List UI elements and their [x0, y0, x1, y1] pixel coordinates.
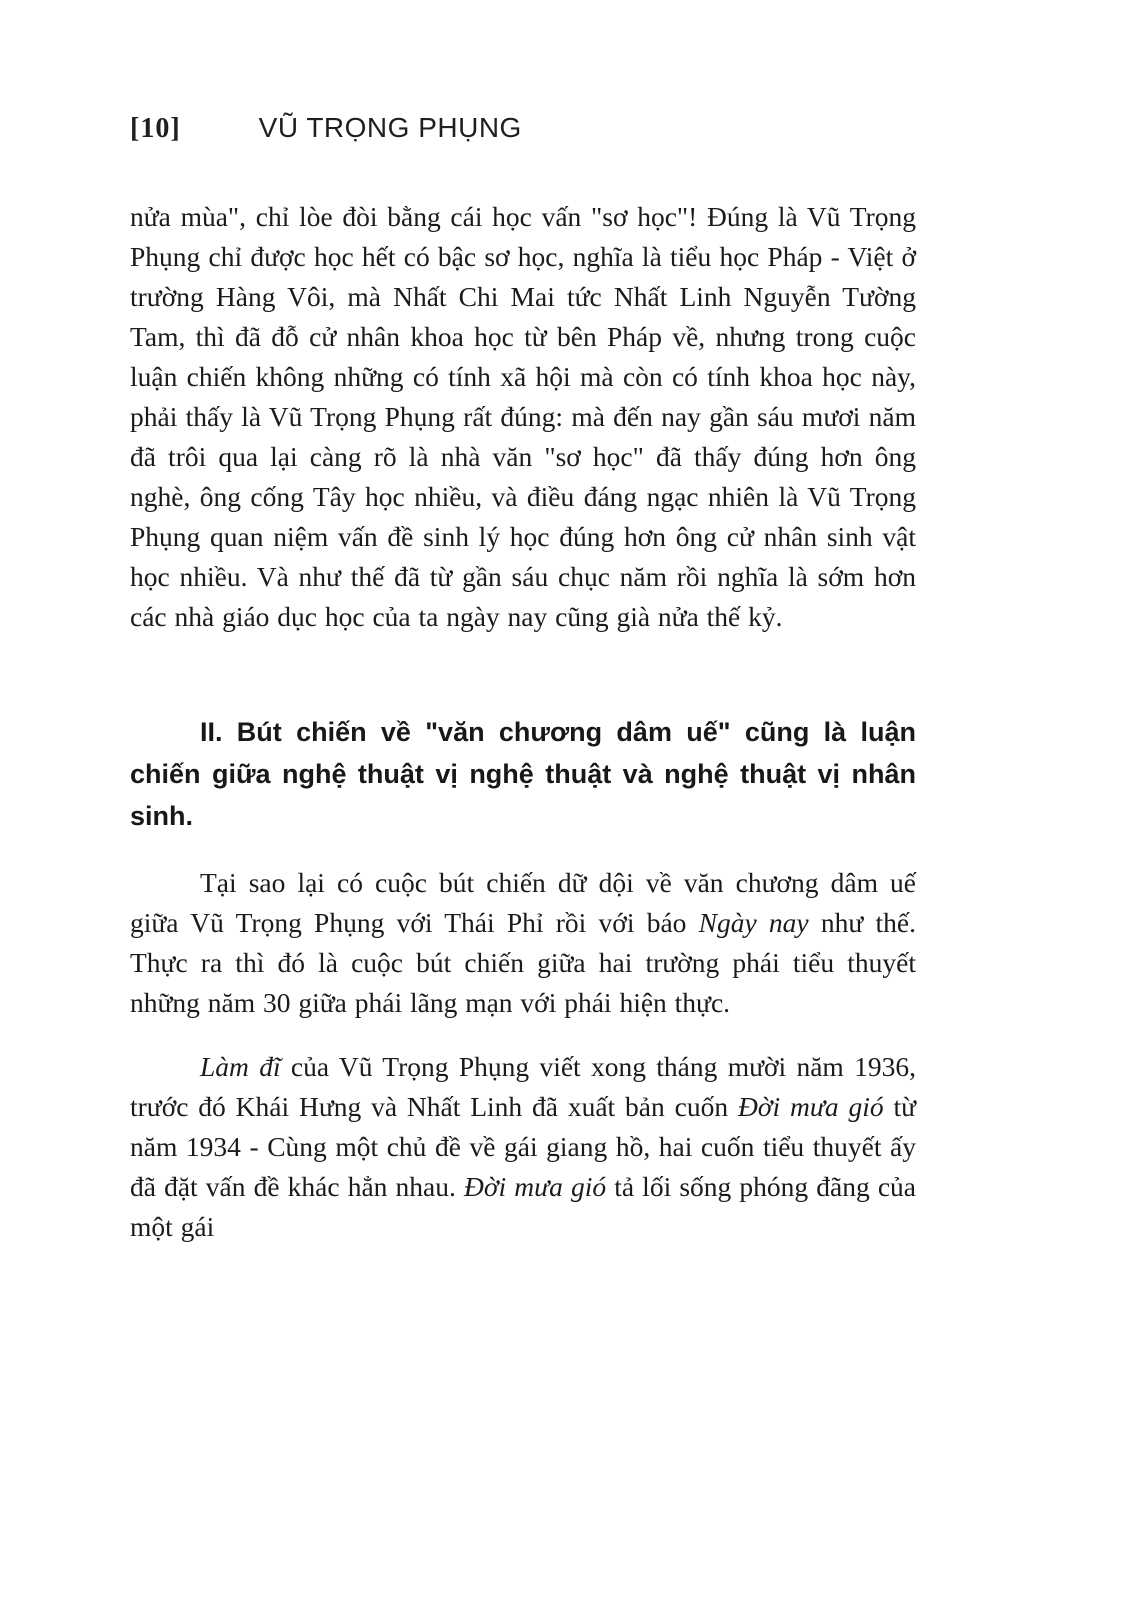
book-title: VŨ TRỌNG PHỤNG [258, 112, 522, 143]
paragraph [130, 863, 916, 1023]
italic-title-text: Đời mưa gió [463, 1171, 607, 1202]
text-run: từ năm 1934 - Cùng một chủ đề về gái giang hồ, hai cuốn tiểu thuyết ấy đã đặt vấn đề khác hẳn nhau. [130, 1091, 916, 1202]
text-run: tả lối sống phóng đãng của một gái [130, 1171, 916, 1242]
section-heading [130, 711, 916, 837]
text-run: Tại sao lại có cuộc bút chiến dữ dội về văn chương dâm uế giữa Vũ Trọng Phụng với Thái Phỉ rồi với báo [130, 867, 916, 938]
page-number: [10] [130, 113, 181, 144]
italic-title-text: Ngày nay [698, 907, 809, 938]
body-content [130, 197, 916, 1247]
paragraph [130, 1047, 916, 1247]
text-run: nửa mùa", chỉ lòe đòi bằng cái học vấn "sơ học"! Đúng là Vũ Trọng Phụng chỉ được học hết có bậc sơ học, nghĩa là tiểu học Pháp - Việt ở trường Hàng Vôi, mà Nhất Chi Mai tức Nhất Linh Nguyễn Tường Tam, thì đã đỗ cử nhân khoa học từ bên Pháp về, nhưng trong cuộc luận chiến không những có tính xã hội mà còn có tính khoa học này, phải thấy là Vũ Trọng Phụng rất đúng: mà đến nay gần sáu mươi năm đã trôi qua lại càng rõ là nhà văn "sơ học" đã thấy đúng hơn ông nghè, ông cống Tây học nhiều, và điều đáng ngạc nhiên là Vũ Trọng Phụng quan niệm vấn đề sinh lý học đúng hơn ông cử nhân sinh vật học nhiều. Và như thế đã từ gần sáu chục năm rồi nghĩa là sớm hơn các nhà giáo dục học của ta ngày nay cũng già nửa thế kỷ. [130, 201, 916, 632]
text-run: II. Bút chiến về "văn chương dâm uế" cũng là luận chiến giữa nghệ thuật vị nghệ thuật và nghệ thuật vị nhân sinh. [130, 717, 916, 831]
text-run: như thế. Thực ra thì đó là cuộc bút chiến giữa hai trường phái tiểu thuyết những năm 30 giữa phái lãng mạn với phái hiện thực. [130, 907, 916, 1018]
text-run: của Vũ Trọng Phụng viết xong tháng mười năm 1936, trước đó Khái Hưng và Nhất Linh đã xuất bản cuốn [130, 1051, 917, 1122]
paragraph [130, 197, 916, 637]
running-header [130, 112, 916, 145]
italic-title-text: Đời mưa gió [737, 1091, 884, 1122]
italic-title-text: Làm đĩ [200, 1051, 281, 1082]
